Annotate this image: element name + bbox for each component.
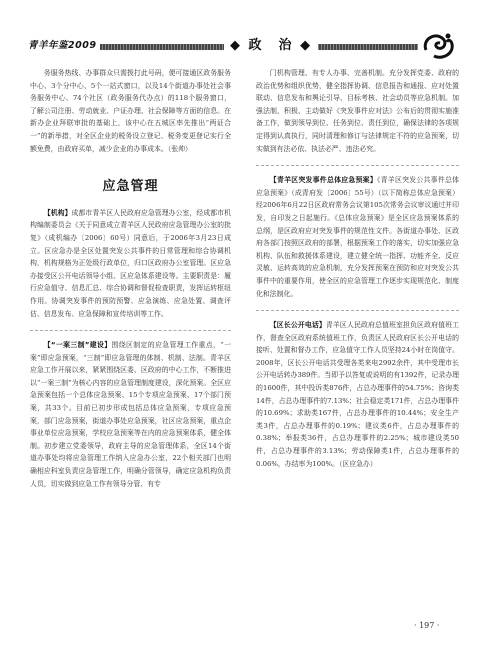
paragraph: 门机构管理、有专人办事、完善机制。充分发挥党委、政府的政治优势和组织优势，健全指挥协调、信息报告和通报、应对处置联动、信息发布和舆论引导、目标考核、社会动员等应急机制。加强法制，积极、主动做好《突发事件应对法》公布后的贯彻实施准备工作，做到领导到位、任务到位、责任到位，确保法律的各项规定得到认真执行，同时清理和修订与法律规定不符的应急预案，切实做到有法必依、执法必严、违法必究。 (256, 69, 459, 153)
entry-text: 围绕区制定的应急管理工作重点，“一案”即应急预案，“三制”即应急管理的体制、机制、法制。青羊区应急工作开展以来，紧紧围绕区委、区政府的中心工作，不断推进以“一案三制”为核心内容的应急管理制度建设，深化预案。全区应急预案包括一个总体应急预案、15个专项应急预案、17个部门预案，共33个。目前已初步形成包括总体应急预案，专项应急预案，部门应急预案，街道办事处应急预案，社区应急预案，重点企事业单位应急预案，学校应急预案等在内的应急预案体系，健全体制。初步建立党委领导，政府主导的应急管理体系，全区14个街道办事处均将应急管理工作纳入应急办公室，22个相关部门也明确相应科室负责应急管理工作，明确分管领导，确定应急机构负责人员，切实做到应急工作有领导分管、有专 (30, 341, 231, 488)
section-name: 政 治 (248, 38, 294, 53)
entry-label: 【区长公开电话】 (269, 321, 326, 330)
yearbook-logo-icon (420, 30, 456, 62)
entry-text: 青羊区人民政府总值班室担负区政府值班工作，督查全区政府系统值班工作，负责区人民政府区长公开电话的接听、处置和督办工作，应急值守工作人员坚持24小时在岗值守。2008年，区长公开电话共受理各类来电2992余件，其中受理市长公开电话转办389件。当即予以答复或说明的有1392件，记录办理的1600件，其中投诉类876件，占总办理事件的54.75%；咨询类14件，占总办理事件的7.13%；社会稳定类171件，占总办理事件的10.69%；求助类167件，占总办理事件的10.44%；安全生产类3件，占总办理事件的0.19%；建议类6件，占总办理事件的0.38%；举报类36件，占总办理事件的2.25%；城市建设类50件，占总办理事件的3.13%；劳动保障类1件，占总办理事件的0.06%，办结率为100%。（区应急办） (256, 321, 460, 468)
paragraph: 务服务热线、办事群众只需拨打此号码，便可接通区政务服务中心、3个分中心、5个一站式窗口，以及14个街道办事处社会事务服务中心、74个社区（政务服务代办点）的118个服务窗口，了解公司注册、劳动就业、户证办理、社会保障等方面的信息。在新办企业拜联审批的基础上，该中心在五城区率先推出“两证合一”的新举措，对全区企业的税务设立登记、税务变更登记实行全额免费，由政府买单，减少企业的办事成本。（张帅） (30, 69, 231, 153)
page-header (28, 36, 454, 58)
paragraph (256, 319, 459, 470)
paragraph (30, 207, 231, 320)
page-number: · 197 · (414, 621, 440, 630)
left-column (30, 67, 231, 490)
yearbook-title: 青羊年鉴2009 (28, 38, 100, 54)
entry-text: 成都市青羊区人民政府应急管理办公室，经成都市机构编制委员会《关于同意成立青羊区人民政府应急管理办公室的批复》（成机编办〔2006〕60号）同意后，于2006年3月23日成立。区应急办是全区处置突发公共事件的日常管理和综合协调机构，机构规格为正处级行政单位，归口区政府办公室管理。区应急办接受区公开电话领导小组、区应急体系建设等。主要职责是：履行应急值守、信息汇总、综合协调和督促检查职责，发挥运转枢纽作用。协调突发事件的预防预警、应急演练、应急处置、调查评估、信息发布、应急保障和宣传培训等工作。 (30, 208, 232, 318)
section-title: ◆ 政 治 ◆ (224, 37, 318, 55)
divider (256, 165, 459, 166)
section-heading: 应急管理 (102, 179, 159, 195)
right-column (256, 67, 459, 470)
paragraph (256, 174, 459, 300)
entry-label: 【青羊区突发事件总体应急预案】 (269, 176, 377, 185)
entry-label: 【“一案三制”建设】 (43, 341, 112, 350)
paragraph (30, 339, 231, 490)
divider (256, 310, 459, 311)
entry-text: 《青羊区突发公共事件总体应急预案》（成青府发〔2006〕55号）（以下简称总体应急预案）经2006年6月22日区政府常务会议第105次常务会议审议通过并印发，自印发之日起施行。《总体应急预案》是全区应急预案体系的总纲，是区政府应对突发事件的规范性文件。各街道办事处、区政府各部门按照区政府的部署，根据预案工作的落实，切实加强应急机构、队伍和救援体系建设，建立健全统一指挥、功能齐全、反应灵敏、运转高效的应急机制，充分发挥预案在预防和应对突发公共事件中的重要作用，使全区的应急管理工作逐步实现规范化、制度化和法制化。 (256, 176, 459, 298)
divider (30, 330, 231, 331)
entry-label: 【机构】 (43, 208, 72, 217)
